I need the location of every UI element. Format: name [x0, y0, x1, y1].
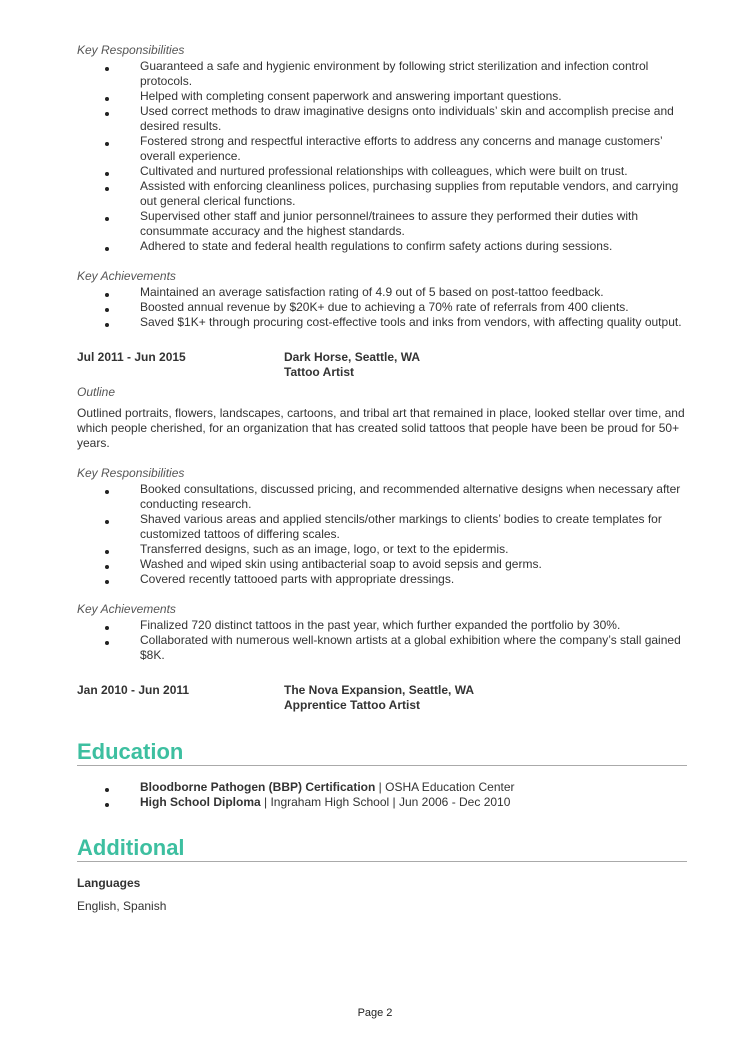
job2-achievements-list	[77, 618, 687, 663]
job2-info	[284, 350, 420, 380]
job2-dates: Jul 2011 - Jun 2015	[77, 350, 186, 364]
list-item: Adhered to state and federal health regulations to confirm safety actions during sessions.	[140, 239, 687, 254]
job2-outline: Outlined portraits, flowers, landscapes, cartoons, and tribal art that remained in place, looked stellar over time, and which people cherished, for an organization that has created solid tattoos that people have been be proud for 50+ years.	[77, 406, 685, 450]
job3-title: Apprentice Tattoo Artist	[284, 698, 421, 712]
languages-value: English, Spanish	[77, 899, 167, 913]
education-item	[140, 780, 687, 795]
list-item: Shaved various areas and applied stencils/other markings to clients’ bodies to create templates for customized tattoos of differing scales.	[140, 512, 687, 542]
job3-company: The Nova Expansion, Seattle, WA	[284, 683, 475, 697]
job3-info	[284, 683, 474, 713]
job2-achievements-label: Key Achievements	[77, 602, 176, 616]
list-item: Guaranteed a safe and hygienic environment by following strict sterilization and infection control protocols.	[140, 59, 687, 89]
list-item: Assisted with enforcing cleanliness polices, purchasing supplies from reputable vendors, and carrying out general clerical functions.	[140, 179, 687, 209]
job2-title: Tattoo Artist	[284, 365, 354, 379]
job2-responsibilities-label: Key Responsibilities	[77, 466, 185, 480]
job1-responsibilities-label: Key Responsibilities	[77, 43, 185, 57]
list-item: Supervised other staff and junior personnel/trainees to assure they performed their duties with consummate accuracy and the highest standards.	[140, 209, 687, 239]
list-item: Booked consultations, discussed pricing, and recommended alternative designs when necessary after conducting research.	[140, 482, 687, 512]
list-item: Boosted annual revenue by $20K+ due to achieving a 70% rate of referrals from 400 clients.	[140, 300, 687, 315]
list-item: Cultivated and nurtured professional relationships with colleagues, which were built on trust.	[140, 164, 687, 179]
job1-responsibilities-list	[77, 59, 687, 254]
resume-page	[77, 43, 687, 914]
languages-label: Languages	[77, 876, 141, 890]
job1-achievements-list	[77, 285, 687, 330]
job2-company: Dark Horse, Seattle, WA	[284, 350, 421, 364]
list-item: Helped with completing consent paperwork and answering important questions.	[140, 89, 687, 104]
list-item: Washed and wiped skin using antibacterial soap to avoid sepsis and germs.	[140, 557, 687, 572]
job2-header	[77, 350, 687, 380]
list-item: Maintained an average satisfaction rating of 4.9 out of 5 based on post-tattoo feedback.	[140, 285, 687, 300]
list-item: Collaborated with numerous well-known artists at a global exhibition where the company’s stall gained $8K.	[140, 633, 687, 663]
job3-header	[77, 683, 687, 713]
list-item: Covered recently tattooed parts with appropriate dressings.	[140, 572, 687, 587]
job2-responsibilities-list	[77, 482, 687, 587]
job3-dates: Jan 2010 - Jun 2011	[77, 683, 190, 697]
job1-achievements-label: Key Achievements	[77, 269, 176, 283]
education-list	[77, 780, 687, 810]
list-item: Finalized 720 distinct tattoos in the past year, which further expanded the portfolio by 30%.	[140, 618, 687, 633]
additional-heading: Additional	[77, 835, 687, 862]
education-item-detail: | OSHA Education Center	[375, 780, 515, 794]
page-number: Page 2	[357, 1007, 393, 1019]
list-item: Used correct methods to draw imaginative designs onto individuals’ skin and accomplish precise and desired results.	[140, 104, 687, 134]
list-item: Saved $1K+ through procuring cost-effective tools and inks from vendors, with affecting quality output.	[140, 315, 687, 330]
job2-outline-label: Outline	[77, 385, 116, 399]
list-item: Transferred designs, such as an image, logo, or text to the epidermis.	[140, 542, 687, 557]
education-item	[140, 795, 687, 810]
education-item-detail: | Ingraham High School | Jun 2006 - Dec 2010	[260, 795, 511, 809]
education-item-title: High School Diploma	[140, 795, 261, 809]
education-item-title: Bloodborne Pathogen (BBP) Certification	[140, 780, 376, 794]
list-item: Fostered strong and respectful interactive efforts to address any concerns and manage customers’ overall experience.	[140, 134, 687, 164]
education-heading: Education	[77, 739, 687, 766]
